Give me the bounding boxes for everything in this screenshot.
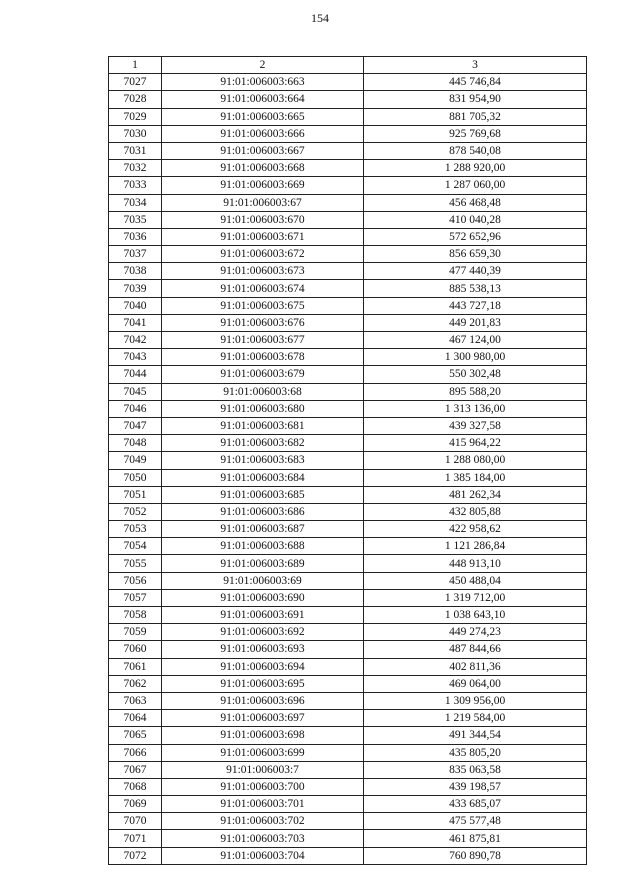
table-row — [109, 194, 587, 211]
value-cell: 433 685,07 — [364, 796, 587, 813]
registry-table — [108, 56, 587, 865]
table-row — [109, 435, 587, 452]
table-row — [109, 744, 587, 761]
row-number-cell: 7041 — [109, 314, 162, 331]
row-number-cell: 7028 — [109, 91, 162, 108]
cadastral-number-cell: 91:01:006003:668 — [162, 160, 364, 177]
row-number-cell: 7053 — [109, 521, 162, 538]
cadastral-number-cell: 91:01:006003:695 — [162, 675, 364, 692]
table-row — [109, 538, 587, 555]
value-cell: 878 540,08 — [364, 142, 587, 159]
value-cell: 439 327,58 — [364, 417, 587, 434]
row-number-cell: 7036 — [109, 228, 162, 245]
cadastral-number-cell: 91:01:006003:681 — [162, 417, 364, 434]
value-cell: 1 219 584,00 — [364, 710, 587, 727]
cadastral-number-cell: 91:01:006003:68 — [162, 383, 364, 400]
cadastral-number-cell: 91:01:006003:678 — [162, 349, 364, 366]
cadastral-number-cell: 91:01:006003:69 — [162, 572, 364, 589]
table-row — [109, 349, 587, 366]
row-number-cell: 7050 — [109, 469, 162, 486]
row-number-cell: 7049 — [109, 452, 162, 469]
value-cell: 435 805,20 — [364, 744, 587, 761]
row-number-cell: 7027 — [109, 74, 162, 91]
header-row — [109, 57, 587, 74]
table-row — [109, 142, 587, 159]
cadastral-number-cell: 91:01:006003:692 — [162, 624, 364, 641]
value-cell: 467 124,00 — [364, 332, 587, 349]
column-header-3: 3 — [364, 57, 587, 74]
row-number-cell: 7057 — [109, 589, 162, 606]
row-number-cell: 7064 — [109, 710, 162, 727]
row-number-cell: 7062 — [109, 675, 162, 692]
row-number-cell: 7044 — [109, 366, 162, 383]
value-cell: 885 538,13 — [364, 280, 587, 297]
value-cell: 1 287 060,00 — [364, 177, 587, 194]
value-cell: 449 274,23 — [364, 624, 587, 641]
cadastral-number-cell: 91:01:006003:685 — [162, 486, 364, 503]
row-number-cell: 7037 — [109, 246, 162, 263]
cadastral-number-cell: 91:01:006003:703 — [162, 830, 364, 847]
cadastral-number-cell: 91:01:006003:688 — [162, 538, 364, 555]
cadastral-number-cell: 91:01:006003:671 — [162, 228, 364, 245]
table-row — [109, 710, 587, 727]
value-cell: 443 727,18 — [364, 297, 587, 314]
table-row — [109, 211, 587, 228]
table-row — [109, 796, 587, 813]
cadastral-number-cell: 91:01:006003:667 — [162, 142, 364, 159]
table-row — [109, 521, 587, 538]
table-row — [109, 177, 587, 194]
row-number-cell: 7042 — [109, 332, 162, 349]
table-row — [109, 675, 587, 692]
cadastral-number-cell: 91:01:006003:663 — [162, 74, 364, 91]
cadastral-number-cell: 91:01:006003:686 — [162, 503, 364, 520]
row-number-cell: 7035 — [109, 211, 162, 228]
table-row — [109, 417, 587, 434]
row-number-cell: 7045 — [109, 383, 162, 400]
table-row — [109, 624, 587, 641]
cadastral-number-cell: 91:01:006003:684 — [162, 469, 364, 486]
value-cell: 1 300 980,00 — [364, 349, 587, 366]
table-row — [109, 263, 587, 280]
value-cell: 481 262,34 — [364, 486, 587, 503]
table-row — [109, 830, 587, 847]
cadastral-number-cell: 91:01:006003:701 — [162, 796, 364, 813]
cadastral-number-cell: 91:01:006003:704 — [162, 847, 364, 864]
row-number-cell: 7067 — [109, 761, 162, 778]
row-number-cell: 7031 — [109, 142, 162, 159]
table-row — [109, 692, 587, 709]
value-cell: 450 488,04 — [364, 572, 587, 589]
row-number-cell: 7034 — [109, 194, 162, 211]
table-row — [109, 503, 587, 520]
cadastral-number-cell: 91:01:006003:677 — [162, 332, 364, 349]
table-row — [109, 572, 587, 589]
value-cell: 1 288 080,00 — [364, 452, 587, 469]
column-header-2: 2 — [162, 57, 364, 74]
cadastral-number-cell: 91:01:006003:702 — [162, 813, 364, 830]
cadastral-number-cell: 91:01:006003:672 — [162, 246, 364, 263]
value-cell: 925 769,68 — [364, 125, 587, 142]
cadastral-number-cell: 91:01:006003:697 — [162, 710, 364, 727]
row-number-cell: 7061 — [109, 658, 162, 675]
cadastral-number-cell: 91:01:006003:694 — [162, 658, 364, 675]
cadastral-number-cell: 91:01:006003:700 — [162, 778, 364, 795]
table-row — [109, 589, 587, 606]
value-cell: 422 958,62 — [364, 521, 587, 538]
row-number-cell: 7059 — [109, 624, 162, 641]
row-number-cell: 7038 — [109, 263, 162, 280]
column-header-1: 1 — [109, 57, 162, 74]
table-row — [109, 813, 587, 830]
row-number-cell: 7070 — [109, 813, 162, 830]
cadastral-number-cell: 91:01:006003:690 — [162, 589, 364, 606]
cadastral-number-cell: 91:01:006003:689 — [162, 555, 364, 572]
row-number-cell: 7072 — [109, 847, 162, 864]
value-cell: 449 201,83 — [364, 314, 587, 331]
table-row — [109, 641, 587, 658]
row-number-cell: 7055 — [109, 555, 162, 572]
table-row — [109, 469, 587, 486]
cadastral-number-cell: 91:01:006003:691 — [162, 607, 364, 624]
row-number-cell: 7058 — [109, 607, 162, 624]
value-cell: 410 040,28 — [364, 211, 587, 228]
row-number-cell: 7069 — [109, 796, 162, 813]
row-number-cell: 7071 — [109, 830, 162, 847]
cadastral-number-cell: 91:01:006003:699 — [162, 744, 364, 761]
table-body — [109, 74, 587, 865]
cadastral-number-cell: 91:01:006003:67 — [162, 194, 364, 211]
value-cell: 415 964,22 — [364, 435, 587, 452]
value-cell: 477 440,39 — [364, 263, 587, 280]
cadastral-number-cell: 91:01:006003:696 — [162, 692, 364, 709]
table-row — [109, 280, 587, 297]
table-row — [109, 125, 587, 142]
value-cell: 1 385 184,00 — [364, 469, 587, 486]
cadastral-number-cell: 91:01:006003:664 — [162, 91, 364, 108]
value-cell: 432 805,88 — [364, 503, 587, 520]
row-number-cell: 7039 — [109, 280, 162, 297]
table-row — [109, 778, 587, 795]
table-row — [109, 658, 587, 675]
cadastral-number-cell: 91:01:006003:676 — [162, 314, 364, 331]
cadastral-number-cell: 91:01:006003:669 — [162, 177, 364, 194]
row-number-cell: 7047 — [109, 417, 162, 434]
cadastral-number-cell: 91:01:006003:675 — [162, 297, 364, 314]
value-cell: 1 319 712,00 — [364, 589, 587, 606]
table-row — [109, 400, 587, 417]
table-row — [109, 332, 587, 349]
table-row — [109, 246, 587, 263]
table-row — [109, 91, 587, 108]
page-number: 154 — [311, 11, 329, 25]
value-cell: 550 302,48 — [364, 366, 587, 383]
value-cell: 1 038 643,10 — [364, 607, 587, 624]
value-cell: 856 659,30 — [364, 246, 587, 263]
cadastral-number-cell: 91:01:006003:674 — [162, 280, 364, 297]
row-number-cell: 7063 — [109, 692, 162, 709]
cadastral-number-cell: 91:01:006003:698 — [162, 727, 364, 744]
value-cell: 1 288 920,00 — [364, 160, 587, 177]
value-cell: 469 064,00 — [364, 675, 587, 692]
row-number-cell: 7066 — [109, 744, 162, 761]
table-row — [109, 761, 587, 778]
table-row — [109, 452, 587, 469]
cadastral-number-cell: 91:01:006003:7 — [162, 761, 364, 778]
row-number-cell: 7051 — [109, 486, 162, 503]
value-cell: 491 344,54 — [364, 727, 587, 744]
value-cell: 456 468,48 — [364, 194, 587, 211]
value-cell: 448 913,10 — [364, 555, 587, 572]
cadastral-number-cell: 91:01:006003:665 — [162, 108, 364, 125]
row-number-cell: 7048 — [109, 435, 162, 452]
table-row — [109, 727, 587, 744]
value-cell: 1 309 956,00 — [364, 692, 587, 709]
value-cell: 881 705,32 — [364, 108, 587, 125]
row-number-cell: 7056 — [109, 572, 162, 589]
row-number-cell: 7046 — [109, 400, 162, 417]
table-row — [109, 607, 587, 624]
cadastral-number-cell: 91:01:006003:670 — [162, 211, 364, 228]
cadastral-number-cell: 91:01:006003:682 — [162, 435, 364, 452]
value-cell: 487 844,66 — [364, 641, 587, 658]
value-cell: 461 875,81 — [364, 830, 587, 847]
row-number-cell: 7030 — [109, 125, 162, 142]
table-header — [109, 57, 587, 74]
row-number-cell: 7032 — [109, 160, 162, 177]
table-row — [109, 555, 587, 572]
table-row — [109, 383, 587, 400]
table-row — [109, 847, 587, 864]
row-number-cell: 7054 — [109, 538, 162, 555]
value-cell: 895 588,20 — [364, 383, 587, 400]
cadastral-number-cell: 91:01:006003:679 — [162, 366, 364, 383]
row-number-cell: 7068 — [109, 778, 162, 795]
value-cell: 402 811,36 — [364, 658, 587, 675]
value-cell: 835 063,58 — [364, 761, 587, 778]
cadastral-number-cell: 91:01:006003:693 — [162, 641, 364, 658]
value-cell: 1 121 286,84 — [364, 538, 587, 555]
cadastral-number-cell: 91:01:006003:683 — [162, 452, 364, 469]
table-row — [109, 486, 587, 503]
value-cell: 439 198,57 — [364, 778, 587, 795]
row-number-cell: 7065 — [109, 727, 162, 744]
table-row — [109, 160, 587, 177]
value-cell: 475 577,48 — [364, 813, 587, 830]
cadastral-number-cell: 91:01:006003:673 — [162, 263, 364, 280]
row-number-cell: 7033 — [109, 177, 162, 194]
cadastral-number-cell: 91:01:006003:680 — [162, 400, 364, 417]
table-row — [109, 228, 587, 245]
value-cell: 760 890,78 — [364, 847, 587, 864]
table-row — [109, 314, 587, 331]
cadastral-number-cell: 91:01:006003:666 — [162, 125, 364, 142]
cadastral-number-cell: 91:01:006003:687 — [162, 521, 364, 538]
value-cell: 572 652,96 — [364, 228, 587, 245]
table-row — [109, 366, 587, 383]
value-cell: 1 313 136,00 — [364, 400, 587, 417]
row-number-cell: 7060 — [109, 641, 162, 658]
table-row — [109, 74, 587, 91]
value-cell: 831 954,90 — [364, 91, 587, 108]
table-row — [109, 108, 587, 125]
table-row — [109, 297, 587, 314]
row-number-cell: 7029 — [109, 108, 162, 125]
value-cell: 445 746,84 — [364, 74, 587, 91]
row-number-cell: 7052 — [109, 503, 162, 520]
row-number-cell: 7043 — [109, 349, 162, 366]
row-number-cell: 7040 — [109, 297, 162, 314]
